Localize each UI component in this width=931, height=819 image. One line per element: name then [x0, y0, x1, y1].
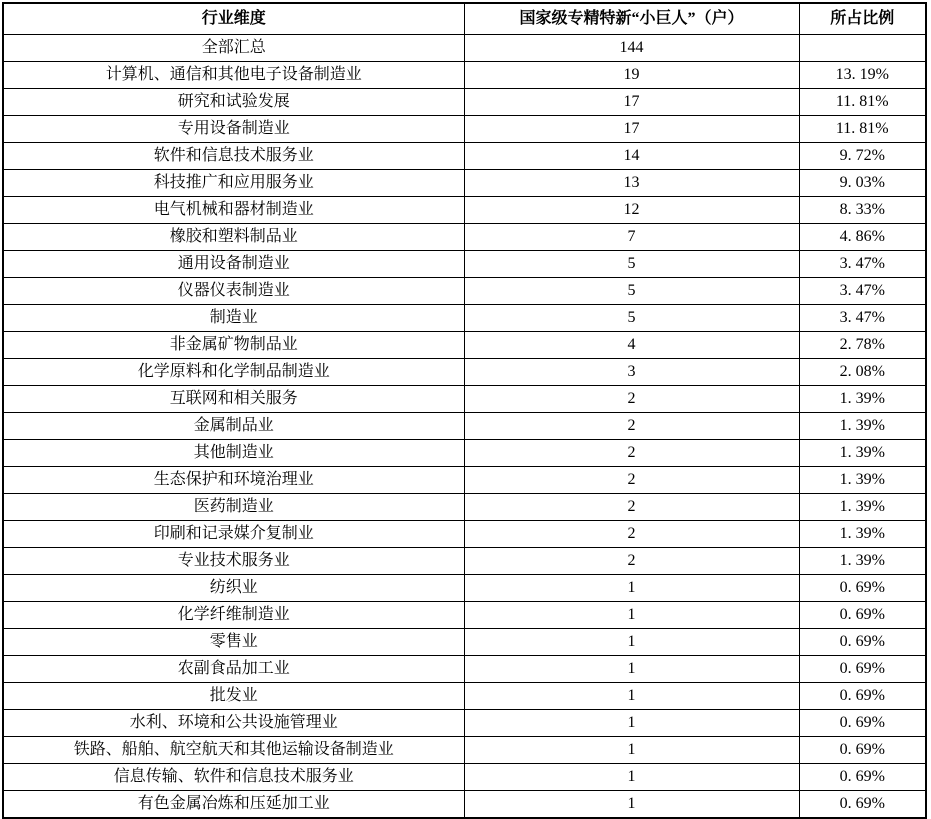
table-row [3, 683, 926, 710]
table-row [3, 170, 926, 197]
cell-industry-dimension: 生态保护和环境治理业 [3, 467, 464, 494]
cell-industry-dimension: 非金属矿物制品业 [3, 332, 464, 359]
cell-little-giant-count: 2 [464, 413, 799, 440]
cell-percentage: 0. 69% [799, 737, 926, 764]
cell-percentage: 11. 81% [799, 116, 926, 143]
cell-percentage: 1. 39% [799, 521, 926, 548]
cell-percentage: 3. 47% [799, 251, 926, 278]
table-row [3, 278, 926, 305]
table-row [3, 224, 926, 251]
table-row [3, 413, 926, 440]
cell-industry-dimension: 计算机、通信和其他电子设备制造业 [3, 62, 464, 89]
industry-distribution-table [2, 2, 927, 819]
cell-industry-dimension: 水利、环境和公共设施管理业 [3, 710, 464, 737]
header-industry-dimension: 行业维度 [3, 3, 464, 35]
cell-percentage: 9. 72% [799, 143, 926, 170]
cell-percentage: 9. 03% [799, 170, 926, 197]
table-row [3, 710, 926, 737]
cell-little-giant-count: 2 [464, 521, 799, 548]
table-row [3, 62, 926, 89]
table-row [3, 602, 926, 629]
cell-industry-dimension: 零售业 [3, 629, 464, 656]
table-row [3, 521, 926, 548]
table-row [3, 359, 926, 386]
cell-percentage: 2. 08% [799, 359, 926, 386]
cell-percentage: 0. 69% [799, 764, 926, 791]
cell-little-giant-count: 1 [464, 737, 799, 764]
cell-little-giant-count: 17 [464, 116, 799, 143]
cell-little-giant-count: 12 [464, 197, 799, 224]
cell-percentage: 8. 33% [799, 197, 926, 224]
cell-percentage [799, 35, 926, 62]
cell-little-giant-count: 5 [464, 305, 799, 332]
cell-industry-dimension: 农副食品加工业 [3, 656, 464, 683]
cell-industry-dimension: 通用设备制造业 [3, 251, 464, 278]
cell-industry-dimension: 专业技术服务业 [3, 548, 464, 575]
table-row [3, 251, 926, 278]
cell-industry-dimension: 制造业 [3, 305, 464, 332]
table-row [3, 386, 926, 413]
table-row [3, 197, 926, 224]
cell-industry-dimension: 铁路、船舶、航空航天和其他运输设备制造业 [3, 737, 464, 764]
cell-little-giant-count: 14 [464, 143, 799, 170]
cell-little-giant-count: 5 [464, 251, 799, 278]
cell-little-giant-count: 2 [464, 494, 799, 521]
cell-little-giant-count: 19 [464, 62, 799, 89]
cell-little-giant-count: 1 [464, 575, 799, 602]
header-little-giant-count: 国家级专精特新“小巨人”（户） [464, 3, 799, 35]
cell-little-giant-count: 2 [464, 467, 799, 494]
cell-industry-dimension: 全部汇总 [3, 35, 464, 62]
cell-percentage: 0. 69% [799, 629, 926, 656]
cell-percentage: 11. 81% [799, 89, 926, 116]
cell-percentage: 0. 69% [799, 602, 926, 629]
cell-little-giant-count: 3 [464, 359, 799, 386]
table-row [3, 35, 926, 62]
table-row [3, 440, 926, 467]
cell-little-giant-count: 1 [464, 764, 799, 791]
cell-percentage: 3. 47% [799, 305, 926, 332]
cell-percentage: 1. 39% [799, 494, 926, 521]
cell-industry-dimension: 批发业 [3, 683, 464, 710]
cell-little-giant-count: 17 [464, 89, 799, 116]
cell-percentage: 1. 39% [799, 467, 926, 494]
cell-industry-dimension: 医药制造业 [3, 494, 464, 521]
cell-little-giant-count: 1 [464, 791, 799, 819]
cell-percentage: 2. 78% [799, 332, 926, 359]
cell-percentage: 1. 39% [799, 413, 926, 440]
cell-percentage: 1. 39% [799, 440, 926, 467]
cell-industry-dimension: 专用设备制造业 [3, 116, 464, 143]
table-row [3, 332, 926, 359]
cell-industry-dimension: 科技推广和应用服务业 [3, 170, 464, 197]
cell-little-giant-count: 2 [464, 548, 799, 575]
cell-little-giant-count: 1 [464, 683, 799, 710]
cell-industry-dimension: 印刷和记录媒介复制业 [3, 521, 464, 548]
header-percentage: 所占比例 [799, 3, 926, 35]
table-row [3, 791, 926, 819]
header-row [3, 3, 926, 35]
table-row [3, 575, 926, 602]
cell-industry-dimension: 化学原料和化学制品制造业 [3, 359, 464, 386]
cell-industry-dimension: 其他制造业 [3, 440, 464, 467]
cell-little-giant-count: 1 [464, 602, 799, 629]
cell-little-giant-count: 4 [464, 332, 799, 359]
cell-percentage: 3. 47% [799, 278, 926, 305]
cell-little-giant-count: 1 [464, 629, 799, 656]
cell-industry-dimension: 软件和信息技术服务业 [3, 143, 464, 170]
table-row [3, 764, 926, 791]
table-body [3, 35, 926, 819]
cell-industry-dimension: 纺织业 [3, 575, 464, 602]
table-row [3, 467, 926, 494]
cell-industry-dimension: 化学纤维制造业 [3, 602, 464, 629]
cell-little-giant-count: 13 [464, 170, 799, 197]
cell-industry-dimension: 信息传输、软件和信息技术服务业 [3, 764, 464, 791]
cell-percentage: 0. 69% [799, 683, 926, 710]
table-row [3, 116, 926, 143]
cell-little-giant-count: 2 [464, 386, 799, 413]
cell-industry-dimension: 仪器仪表制造业 [3, 278, 464, 305]
cell-percentage: 1. 39% [799, 548, 926, 575]
cell-industry-dimension: 有色金属冶炼和压延加工业 [3, 791, 464, 819]
table-row [3, 548, 926, 575]
cell-percentage: 0. 69% [799, 710, 926, 737]
cell-industry-dimension: 电气机械和器材制造业 [3, 197, 464, 224]
table-row [3, 629, 926, 656]
table-row [3, 494, 926, 521]
cell-industry-dimension: 橡胶和塑料制品业 [3, 224, 464, 251]
cell-little-giant-count: 1 [464, 710, 799, 737]
table-row [3, 737, 926, 764]
cell-industry-dimension: 研究和试验发展 [3, 89, 464, 116]
cell-percentage: 13. 19% [799, 62, 926, 89]
cell-percentage: 0. 69% [799, 575, 926, 602]
cell-little-giant-count: 2 [464, 440, 799, 467]
cell-little-giant-count: 7 [464, 224, 799, 251]
table-row [3, 656, 926, 683]
table-row [3, 143, 926, 170]
table-row [3, 305, 926, 332]
cell-percentage: 1. 39% [799, 386, 926, 413]
table-row [3, 89, 926, 116]
cell-percentage: 0. 69% [799, 656, 926, 683]
cell-industry-dimension: 金属制品业 [3, 413, 464, 440]
cell-percentage: 0. 69% [799, 791, 926, 819]
cell-little-giant-count: 5 [464, 278, 799, 305]
cell-industry-dimension: 互联网和相关服务 [3, 386, 464, 413]
cell-percentage: 4. 86% [799, 224, 926, 251]
cell-little-giant-count: 144 [464, 35, 799, 62]
cell-little-giant-count: 1 [464, 656, 799, 683]
